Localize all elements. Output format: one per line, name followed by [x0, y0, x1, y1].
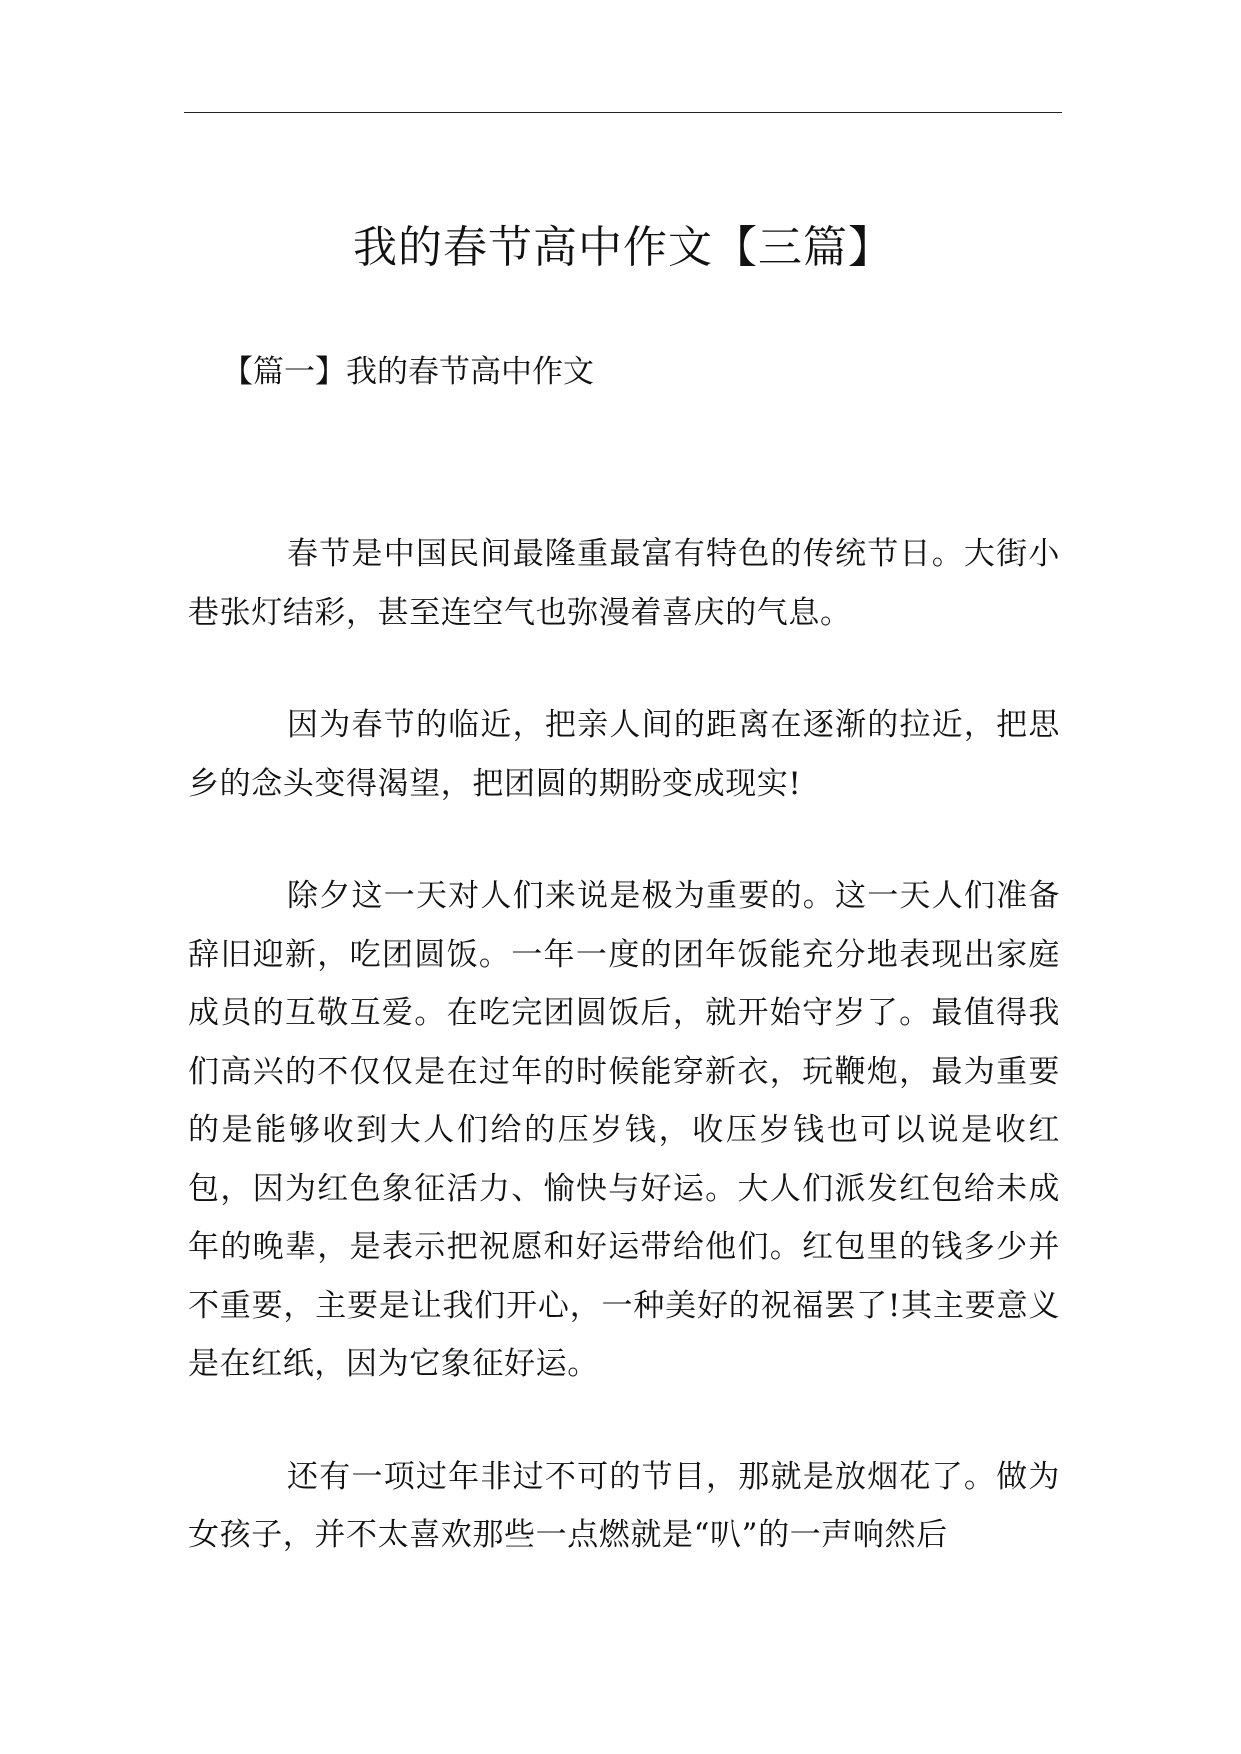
section-heading: 【篇一】我的春节高中作文: [222, 354, 594, 390]
paragraph: 春节是中国民间最隆重最富有特色的传统节日。大街小巷张灯结彩，甚至连空气也弥漫着喜庆的气息。: [188, 536, 1060, 631]
paragraph: 还有一项过年非过不可的节目，那就是放烟花了。做为女孩子，并不太喜欢那些一点燃就是“叭”的一声响然后: [188, 1458, 1060, 1553]
body-text: [188, 525, 1060, 1619]
document-title: 我的春节高中作文【三篇】: [353, 222, 893, 273]
header-divider: [184, 112, 1062, 113]
paragraph: 除夕这一天对人们来说是极为重要的。这一天人们准备辞旧迎新，吃团圆饭。一年一度的团年饭能充分地表现出家庭成员的互敬互爱。在吃完团圆饭后，就开始守岁了。最值得我们高兴的不仅仅是在过年的时候能穿新衣，玩鞭炮，最为重要的是能够收到大人们给的压岁钱，收压岁钱也可以说是收红包，因为红色象征活力、愉快与好运。大人们派发红包给未成年的晚辈，是表示把祝愿和好运带给他们。红包里的钱多少并不重要，主要是让我们开心，一种美好的祝福罢了!其主要意义是在红纸，因为它象征好运。: [188, 878, 1060, 1382]
paragraph: 因为春节的临近，把亲人间的距离在逐渐的拉近，把思乡的念头变得渴望，把团圆的期盼变成现实!: [188, 707, 1060, 802]
